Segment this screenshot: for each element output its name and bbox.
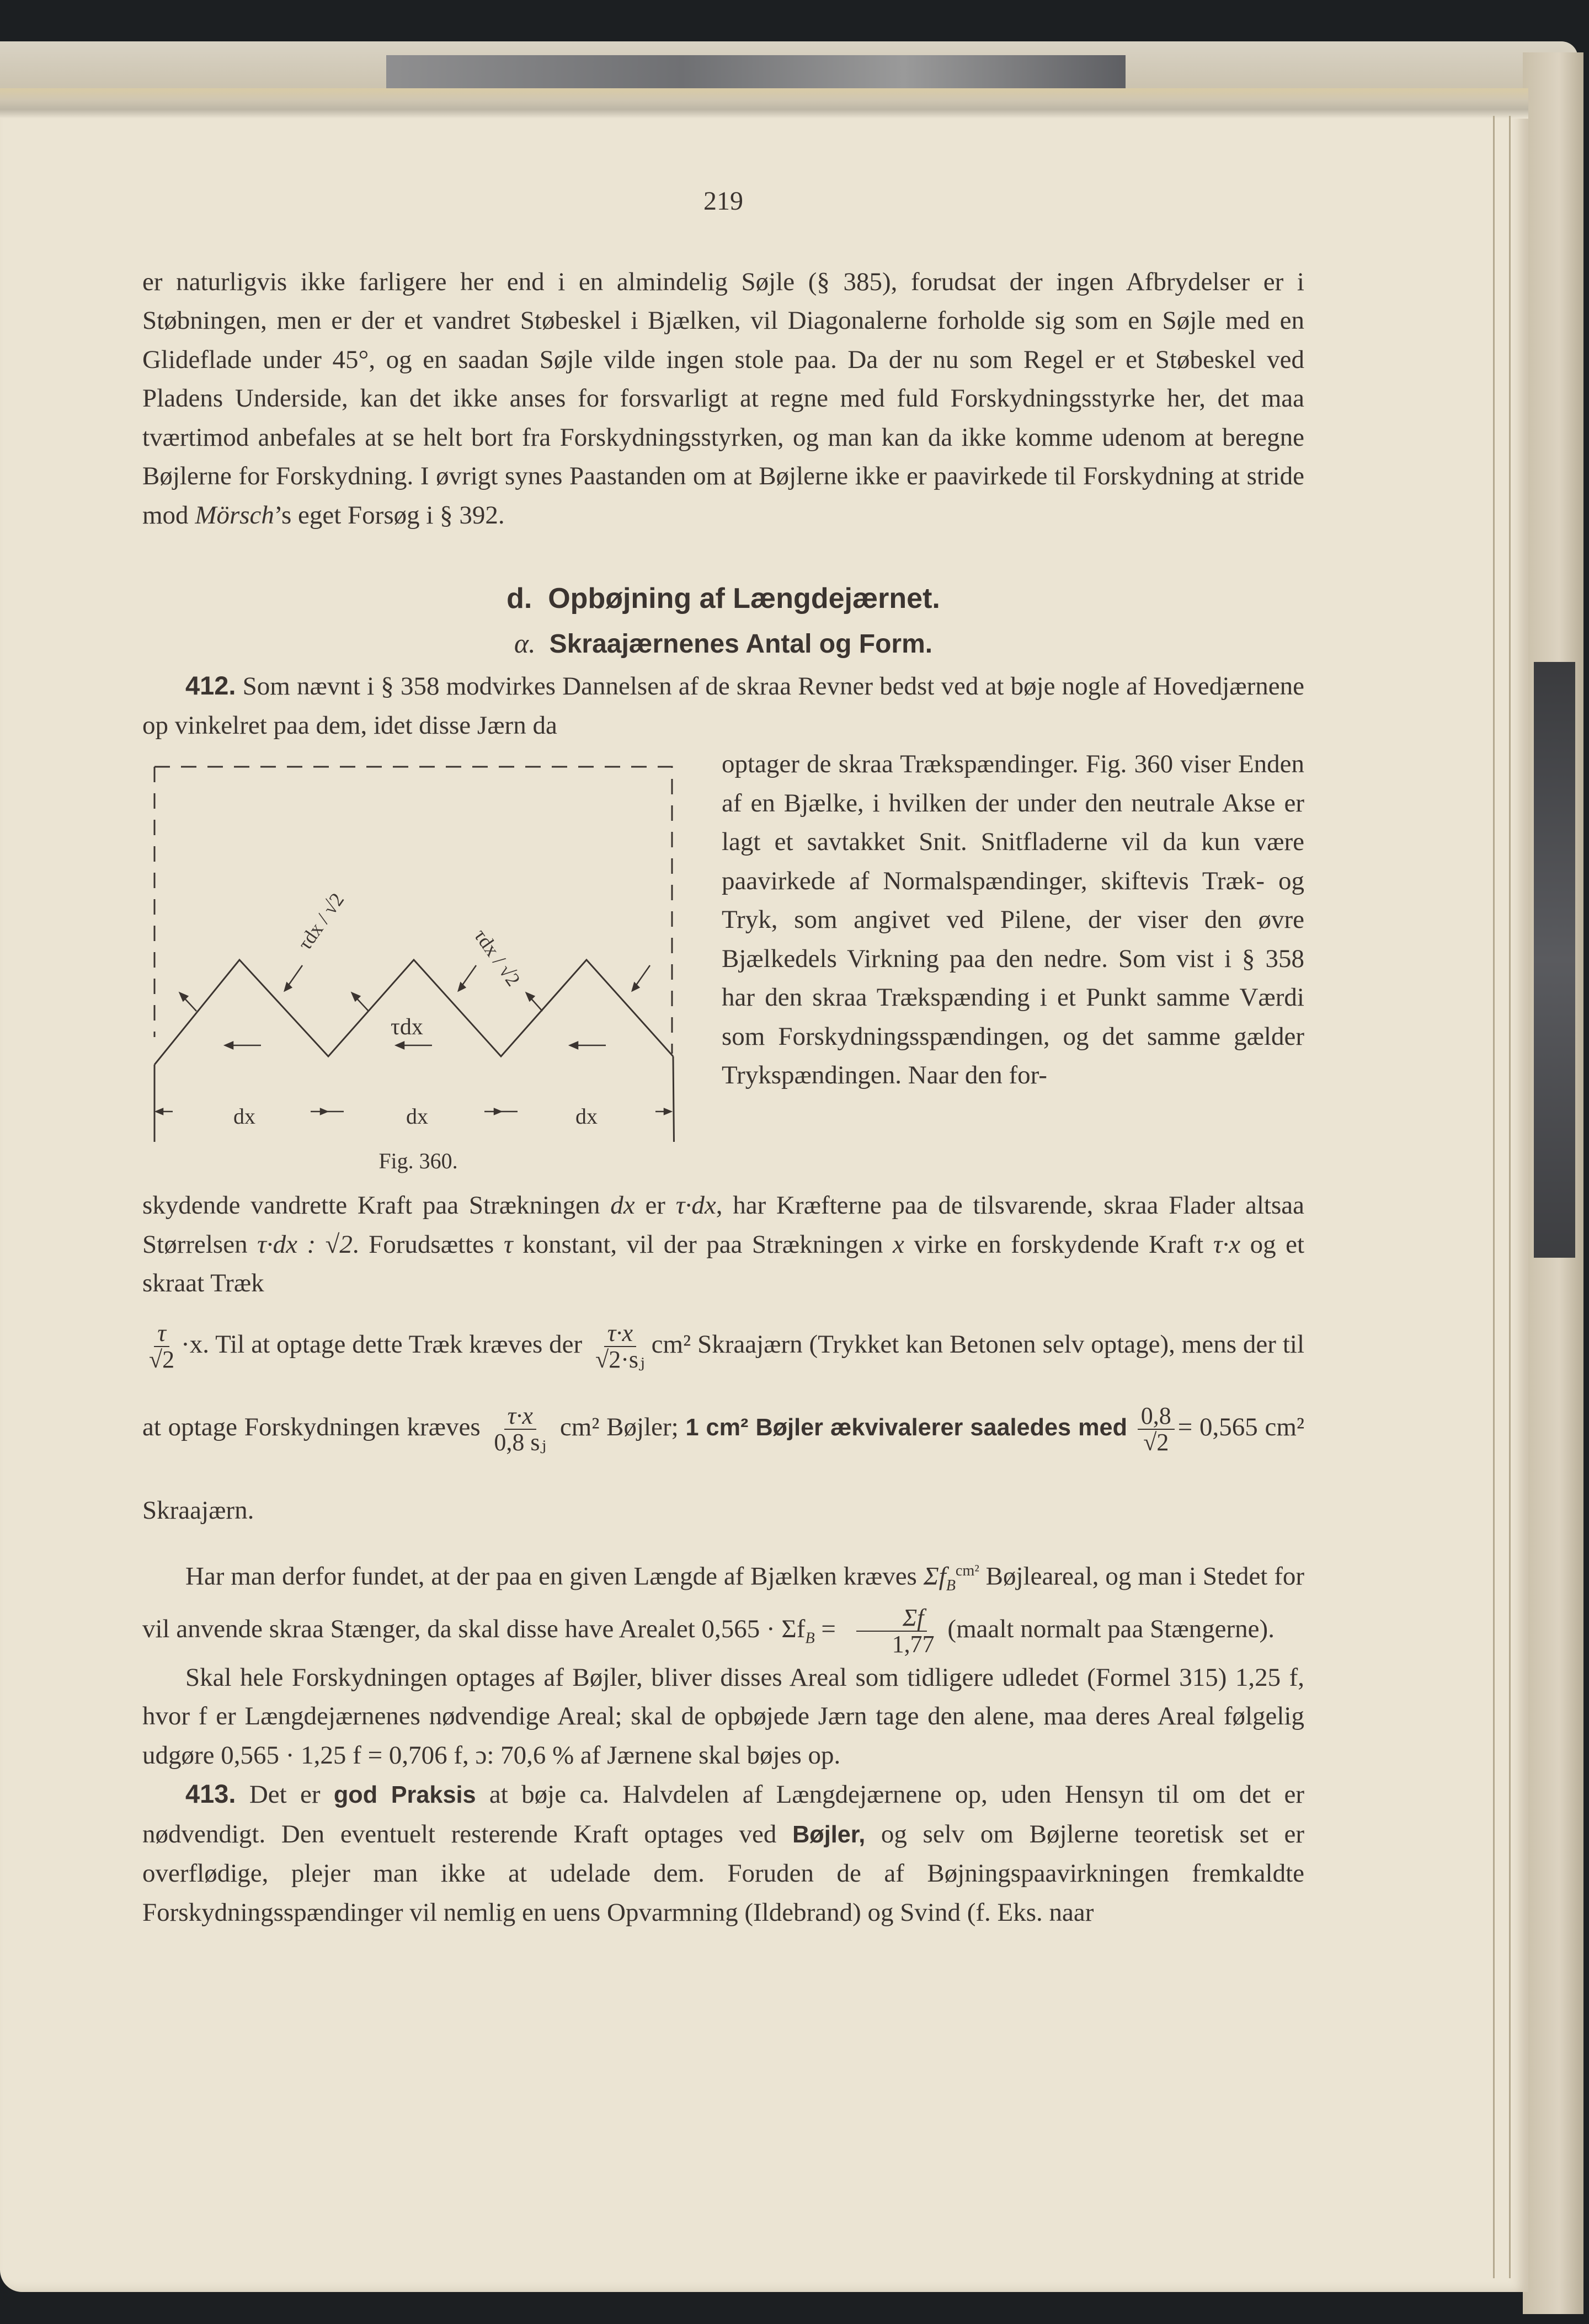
dashed-beam-outline: [154, 767, 672, 1054]
figure-block: [142, 745, 1304, 1186]
paragraph-har-man: Har man derfor fundet, at der paa en given Længde af Bjælken kræves $\Sigma f_B^{cm^2}$ Bøjleareal, og man i Stedet for vil anvende skraa Stænger, da skal disse have Arealet $0,565 \cdot \Sigma f_B$ = $\frac{\Sigma f}{1,77}$ (maalt normalt paa Stængerne).: [142, 1562, 1305, 1658]
page-fold-line: [1509, 116, 1511, 2278]
fraction-sum-fb-over-177: $\frac{\Sigma f}{1,77}$: [846, 1605, 938, 1657]
fraction-tau-x-over-root2-sj: $\frac{\tau\cdot x}{\text{√2·sⱼ}}$: [595, 1319, 645, 1373]
subsection-heading: α. Skraajærnenes Antal og Form.: [514, 628, 933, 659]
fraction-08-over-root2: $\frac{0,8}{√2}$: [1138, 1403, 1175, 1455]
paragraph-number: 412.: [185, 671, 236, 700]
figure-360: [142, 745, 694, 1186]
fraction-tau-x-over-08-sj: $\frac{\tau\cdot x}{\text{0,8 sⱼ}}$: [494, 1402, 547, 1456]
page-fold-line: [1493, 116, 1495, 2278]
dx-label: dx: [406, 1104, 428, 1129]
figure-caption: Fig. 360.: [378, 1148, 458, 1173]
paragraph-412-beside-figure: optager de skraa Trækspændinger. Fig. 360 viser Enden af en Bjælke, i hvilken der under den neutrale Akse er lagt et savtakket Snit. Snitfladerne vil da kun være paavirkede af Normalspændinger, skiftevis Træk- og Tryk, som angivet ved Pilene, der viser den øvre Bjælkedels Virkning paa den nedre. Som vist i § 358 har den skraa Trækspænding i et Punkt samme Værdi som Forskydningsspændingen, og det samme gælder Trykspændingen. Naar den for-: [722, 750, 1304, 1089]
author-name: Mörsch: [195, 500, 274, 530]
paragraph-number: 413.: [185, 1779, 236, 1809]
paragraph-intro: er naturligvis ikke farligere her end i en almindelig Søjle (§ 385), forudsat der ingen Afbrydelser er i Støbningen, men er der et vandret Støbeskel i Bjælken, vil Diagonalerne forholde sig som en Søjle med en Glideflade under 45°, og en saadan Søjle vilde ingen stole paa. Da der nu som Regel er et Støbeskel ved Pladens Underside, kan det ikke anses for forsvarligt at regne med fuld Forskydningsstyrke her, det maa tværtimod anbefales at se helt bort fra Forskydningsstyrken, og man kan da ikke komme udenom at beregne Bøjlerne for Forskydning. I øvrigt synes Paastanden om at Bøjlerne ikke er paavirkede til Forskydning at stride mod Mörsch’s eget Forsøg i § 392.: [142, 267, 1304, 530]
binding-tape-right: [1534, 662, 1575, 1258]
beam-lower-edge: [154, 1056, 675, 1142]
page-content: [142, 182, 1304, 1932]
tau-dx-over-root2-label: τdx / √2: [293, 889, 349, 954]
tau-dx-over-root2-label: τdx / √2: [470, 925, 525, 990]
page-top-edge: [0, 88, 1528, 119]
fraction-tau-over-root2: $\frac{\tau}{√2}$: [149, 1319, 175, 1373]
paragraph-412-formulas: $\frac{\tau}{√2}$ ·x. Til at optage dette Træk kræves der $\frac{\tau\cdot x}{\text{√2·sⱼ}}$ cm² Skraajærn (Trykket kan Betonen selv optage), mens der til at optage Forskydningen kræves $\frac{\tau\cdot x}{\text{0,8 sⱼ}}$ cm² Bøjler; 1 cm² Bøjler ækvivalerer saaledes med $\frac{0,8}{√2}$ = 0,565 cm² Skraajærn.: [142, 1319, 1305, 1525]
compression-arrow: [461, 965, 476, 987]
tau-dx-label: τdx: [391, 1014, 423, 1040]
compression-arrow: [287, 965, 302, 987]
compression-arrow: [634, 965, 650, 987]
beam-diagram: [142, 745, 694, 1142]
paragraph-413: 413. Det er god Praksis at bøje ca. Halvdelen af Længdejærnene op, uden Hensyn til om det er nødvendigt. Den eventuelt resterende Kraft optages ved Bøjler, og selv om Bøjlerne teoretisk set er overflødige, plejer man ikke at udelade dem. Foruden de af Bøjningspaavirkningen fremkaldte Forskydningsspændinger vil nemlig en uens Opvarmning (Ildebrand) og Svind (f. Eks. naar: [142, 1779, 1305, 1927]
key-statement: 1 cm² Bøjler ækvivalerer saaledes med: [685, 1414, 1127, 1441]
page-number: 219: [703, 186, 743, 216]
dx-label: dx: [233, 1104, 255, 1129]
dx-label: dx: [575, 1104, 598, 1129]
paragraph-412-continued: skydende vandrette Kraft paa Strækningen dx er τ·dx, har Kræfterne paa de tilsvarende, skraa Flader altsaa Størrelsen τ·dx : √2. Forudsættes τ konstant, vil der paa Strækningen x virke en forskydende Kraft τ·x og et skraat Træk: [142, 1191, 1305, 1297]
paragraph-412-lead: 412. Som nævnt i § 358 modvirkes Dannelsen af de skraa Revner bedst ved at bøje nogle af Hovedjærnene op vinkelret paa dem, idet disse Jærn da: [142, 671, 1305, 740]
section-heading: d. Opbøjning af Længdejærnet.: [506, 583, 940, 615]
paragraph-skal-hele: Skal hele Forskydningen optages af Bøjler, bliver disses Areal som tidligere udledet (Formel 315) 1,25 f, hvor f er Længdejærnenes nødvendige Areal; skal de opbøjede Jærn tage den alene, maa deres Areal følgelig udgøre 0,565 · 1,25 f = 0,706 f, ɔ: 70,6 % af Jærnene skal bøjes op.: [142, 1663, 1304, 1770]
